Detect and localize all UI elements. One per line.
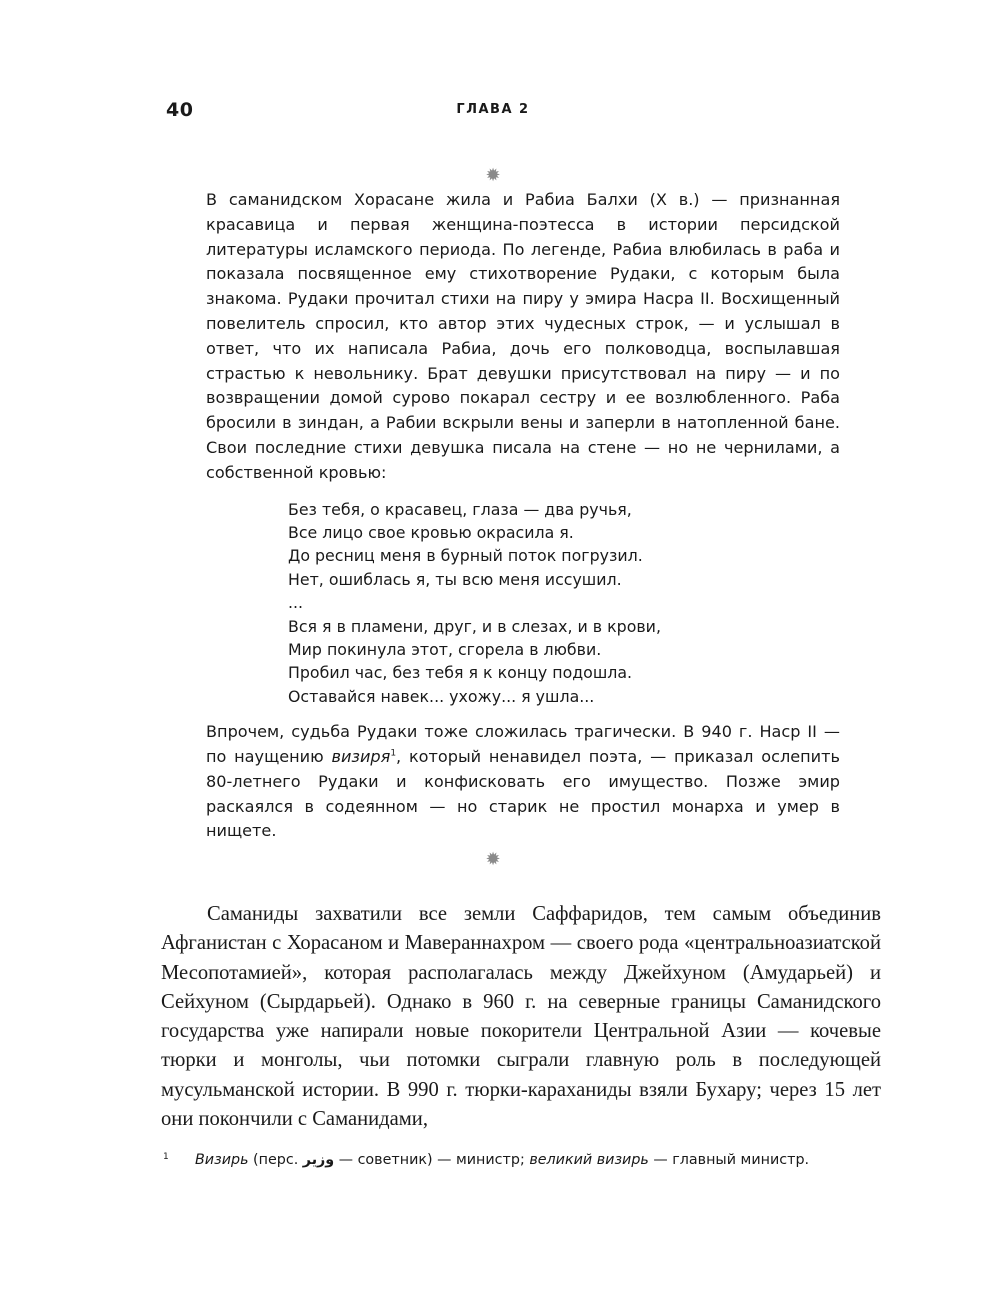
- poem-line: Без тебя, о красавец, глаза — два ручья,: [288, 499, 632, 519]
- footnote-text: (перс.: [248, 1152, 303, 1168]
- poem-line: Вся я в пламени, друг, и в слезах, и в крови,: [288, 616, 661, 636]
- poem-line: До ресниц меня в бурный поток погрузил.: [288, 546, 643, 566]
- ornament-icon: ✹: [485, 849, 501, 869]
- poem-line: Оставайся навек... ухожу... я ушла...: [288, 686, 595, 706]
- sidebar-intro-paragraph: В саманидском Хорасане жила и Рабиа Балхи (X в.) — признанная красавица и первая женщина-поэтесса в истории персидской литературы исламского периода. По легенде, Рабиа влюбилась в раба и показала посвященное ему стихотворение Рудаки, с которым была знакома. Рудаки прочитал стихи на пиру у эмира Насра II. Восхищенный повелитель спросил, кто автор этих чудесных строк, — и услышал в ответ, что их написала Рабиа, дочь его полководца, воспылавшая страстью к невольнику. Брат девушки присутствовал на пиру — и по возвращении домой сурово покарал сестру и ее возлюбленного. Раба бросили в зиндан, а Рабии вскрыли вены и заперли в натопленной бане. Свои последние стихи девушка писала на стене — но не чернилами, а собственной кровью:: [206, 190, 840, 482]
- sidebar-story: [206, 188, 840, 844]
- outro-text: , который ненавидел поэта, — приказал ослепить 80-летнего Рудаки и конфисковать его имущество. Позже эмир раскаялся в содеянном — но старик не простил монарха и умер в нищете.: [206, 747, 840, 841]
- footnote-mark: 1: [163, 1152, 169, 1162]
- poem-ellipsis: ...: [288, 593, 304, 613]
- outro-text: Впрочем, судьба Рудаки тоже сложилась трагически. В 940 г. Наср II — по наущению: [206, 722, 840, 767]
- chapter-title: ГЛАВА 2: [456, 102, 530, 117]
- poem-line: Все лицо свое кровью окрасила я.: [288, 522, 574, 542]
- sidebar-outro-paragraph: [206, 720, 840, 844]
- page-number: 40: [166, 99, 194, 121]
- outro-term: визиря: [331, 747, 391, 767]
- footnote-text: — главный министр.: [648, 1152, 810, 1168]
- poem: [288, 498, 840, 709]
- poem-line: Пробил час, без тебя я к концу подошла.: [288, 663, 633, 683]
- footnote: [163, 1150, 893, 1170]
- poem-line: Мир покинула этот, сгорела в любви.: [288, 640, 602, 659]
- footnote-term: великий визирь: [529, 1152, 649, 1168]
- footnote-term: Визирь: [195, 1152, 249, 1168]
- main-text: [161, 900, 881, 1134]
- footnote-text: — советник) — министр;: [334, 1152, 530, 1168]
- footnote-ref[interactable]: 1: [390, 748, 397, 759]
- main-paragraph: Саманиды захватили все земли Саффаридов, тем самым объединив Афганистан с Хорасаном и Мавераннахром — своего рода «центральноазиатской Месопотамией», которая располагалась между Джейхуном (Амударьей) и Сейхуном (Сырдарьей). Однако в 960 г. на северные границы Саманидского государства уже напирали новые покорители Центральной Азии — кочевые тюрки и монголы, чьи потомки сыграли главную роль в последующей мусульманской истории. В 990 г. тюрки-караханиды взяли Бухару; через 15 лет они покончили с Саманидами,: [161, 903, 881, 1131]
- footnote-arabic: وزیر: [302, 1152, 335, 1168]
- ornament-icon: ✹: [485, 165, 501, 185]
- poem-line: Нет, ошиблась я, ты всю меня иссушил.: [288, 569, 622, 589]
